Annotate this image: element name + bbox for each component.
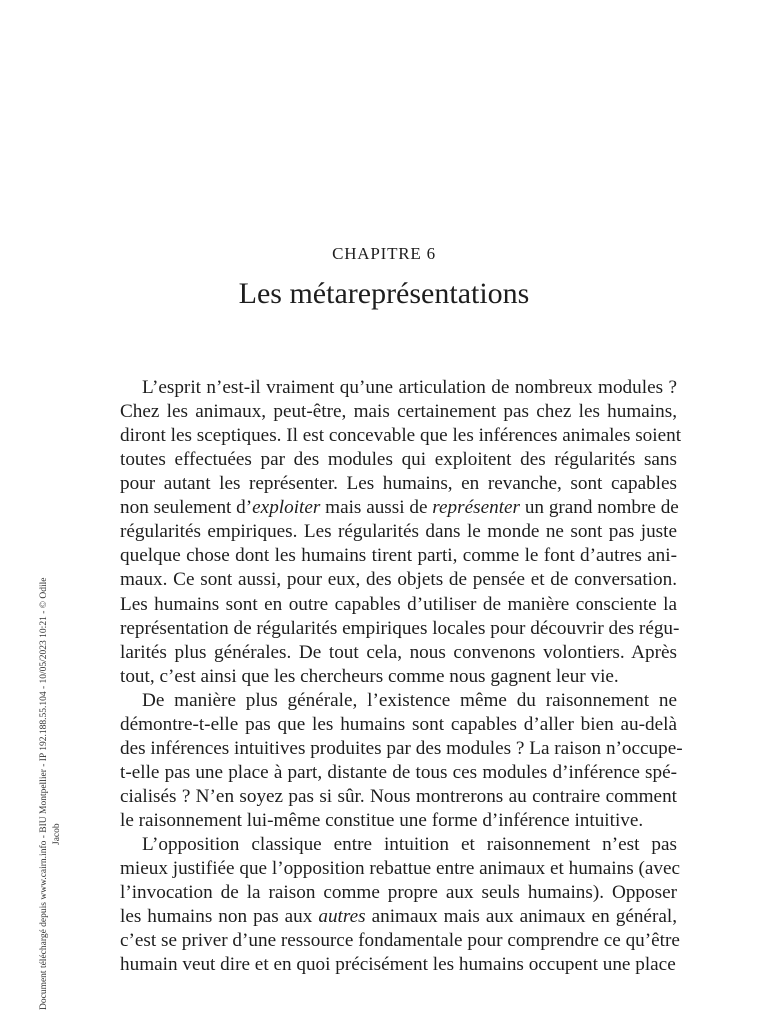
text-run: mieux justifiée que l’opposition rebattue entre animaux et humains (avec [120, 858, 680, 879]
text-run: maux. Ce sont aussi, pour eux, des objets de pensée et de conversation. [120, 569, 677, 591]
text-run: régularités empiriques. Les régularités dans le monde ne sont pas juste [120, 521, 677, 543]
text-line [120, 593, 677, 617]
text-run: pour autant les représenter. Les humains, en revanche, sont capables [120, 473, 677, 495]
text-line [120, 737, 683, 761]
text-line [120, 905, 677, 929]
text-line [120, 713, 677, 737]
text-line [120, 761, 677, 785]
text-line [120, 544, 677, 568]
text-run: humain veut dire et en quoi précisément les humains occupent une place [120, 954, 676, 976]
text-line [142, 376, 677, 400]
text-line [120, 857, 680, 881]
text-run: les humains non pas aux [120, 906, 319, 928]
emphasis-text: exploiter [252, 497, 321, 519]
text-run: représentation de régularités empiriques locales pour découvrir des régu- [120, 617, 680, 639]
emphasis-text: représenter [432, 497, 521, 519]
text-line [120, 641, 677, 665]
chapter-title: Les métareprésentations [238, 277, 530, 310]
text-line [142, 689, 677, 713]
text-line [120, 617, 680, 641]
text-line [120, 568, 677, 592]
text-line [120, 809, 677, 833]
text-run: des inférences intuitives produites par des modules ? La raison n’occupe- [120, 737, 683, 759]
text-line [120, 400, 677, 424]
text-line [120, 472, 677, 496]
text-run: tout, c’est ainsi que les chercheurs comme nous gagnent leur vie. [120, 665, 619, 687]
text-run: animaux mais aux animaux en général, [365, 906, 677, 928]
text-run: toutes effectuées par des modules qui exploitent des régularités sans [120, 449, 677, 471]
text-run: c’est se priver d’une ressource fondamentale pour comprendre ce qu’être [120, 930, 680, 952]
text-run: L’esprit n’est-il vraiment qu’une articulation de nombreux modules ? [142, 377, 677, 398]
text-line [120, 424, 682, 448]
text-run: Les humains sont en outre capables d’utiliser de manière consciente la [120, 593, 677, 615]
watermark-line: Jacob [52, 823, 62, 845]
text-line [120, 665, 677, 689]
text-run: Chez les animaux, peut-être, mais certainement pas chez les humains, [120, 401, 677, 423]
text-run: diront les sceptiques. Il est concevable que les inférences animales soient [120, 425, 682, 447]
text-line [120, 953, 677, 977]
text-line [142, 833, 677, 857]
text-line [120, 496, 677, 520]
text-run: non seulement d’ [120, 497, 253, 519]
text-run: larités plus générales. De tout cela, nous convenons volontiers. Après [120, 641, 677, 663]
chapter-label: CHAPITRE 6 [332, 244, 436, 263]
text-run: un grand nombre de [520, 497, 679, 519]
text-line [120, 785, 677, 809]
text-run: quelque chose dont les humains tirent parti, comme le font d’autres ani- [120, 545, 677, 567]
text-run: cialisés ? N’en soyez pas si sûr. Nous montrerons au contraire comment [120, 785, 677, 807]
emphasis-text: autres [318, 906, 366, 928]
text-run: mais aussi de [320, 497, 433, 519]
text-run: t-elle pas une place à part, distante de tous ces modules d’inférence spé- [120, 761, 677, 783]
text-run: De manière plus générale, l’existence même du raisonnement ne [142, 689, 677, 711]
text-line [120, 929, 680, 953]
text-line [120, 520, 677, 544]
text-run: le raisonnement lui-même constitue une forme d’inférence intuitive. [120, 809, 644, 831]
download-watermark [38, 578, 64, 1010]
text-run: L’opposition classique entre intuition et raisonnement n’est pas [142, 834, 677, 855]
text-line [120, 881, 677, 905]
text-run: démontre-t-elle pas que les humains sont capables d’aller bien au-delà [120, 713, 677, 735]
text-run: l’invocation de la raison comme propre aux seuls humains). Opposer [120, 882, 677, 903]
text-line [120, 448, 677, 472]
watermark-line: Document téléchargé depuis www.cairn.info - BIU Montpellier - IP 192.188.55.104 - 10/05/2023 10:21 - © Odile [39, 577, 49, 1010]
